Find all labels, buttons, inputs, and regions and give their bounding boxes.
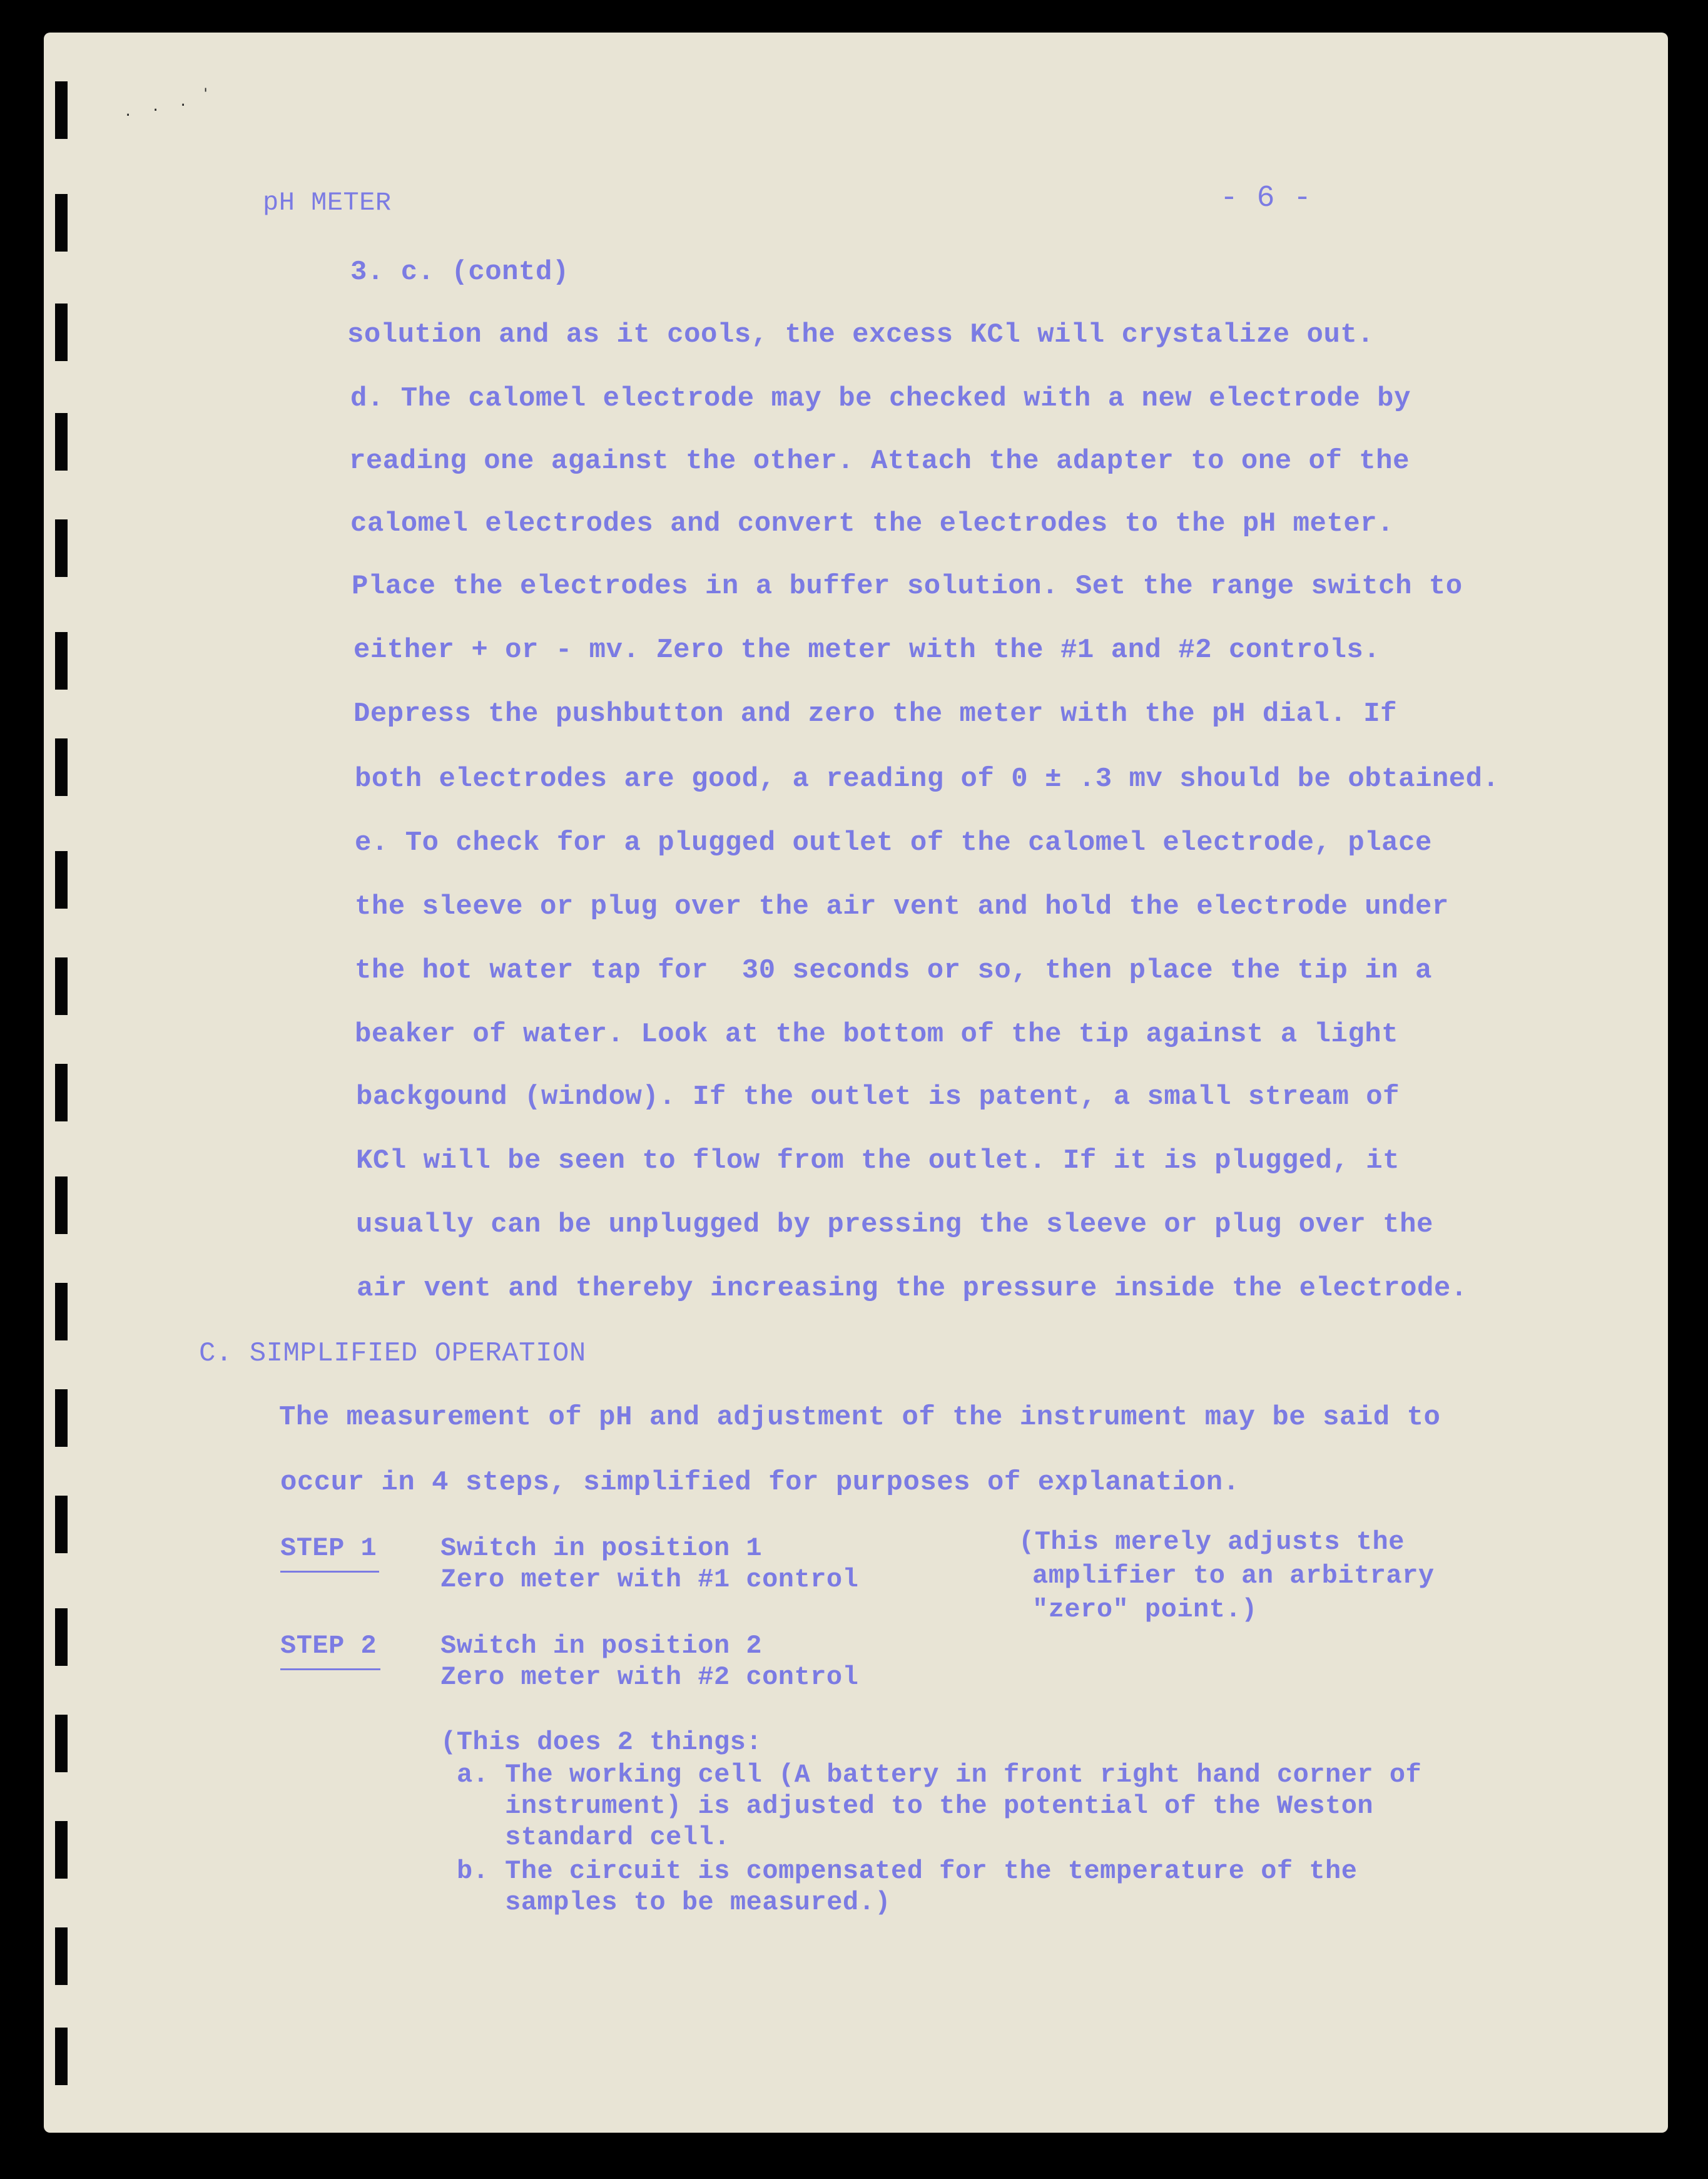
paragraph-line: d. The calomel electrode may be checked with a new electrode by bbox=[350, 383, 1411, 414]
binding-hole bbox=[55, 1927, 68, 1985]
step-note: amplifier to an arbitrary bbox=[1032, 1561, 1435, 1591]
paragraph-line: either + or - mv. Zero the meter with the #1 and #2 controls. bbox=[353, 635, 1381, 666]
intro-line: occur in 4 steps, simplified for purposes of explanation. bbox=[280, 1467, 1240, 1498]
step-detail-line: samples to be measured.) bbox=[457, 1887, 892, 1917]
section-continuation: 3. c. (contd) bbox=[350, 257, 569, 288]
step-instruction: Zero meter with #1 control bbox=[440, 1564, 859, 1595]
binding-hole bbox=[55, 413, 68, 471]
step-label: STEP 1 bbox=[280, 1533, 377, 1563]
binding-hole bbox=[55, 1496, 68, 1553]
paragraph-line: solution and as it cools, the excess KCl will crystalize out. bbox=[347, 319, 1375, 350]
step-instruction: Zero meter with #2 control bbox=[440, 1662, 859, 1692]
step-detail-line: instrument) is adjusted to the potential of the Weston bbox=[457, 1791, 1374, 1821]
binding-hole bbox=[55, 1821, 68, 1879]
paragraph-line: Depress the pushbutton and zero the meter with the pH dial. If bbox=[353, 698, 1398, 730]
binding-hole bbox=[55, 1283, 68, 1340]
paragraph-line: the sleeve or plug over the air vent and hold the electrode under bbox=[355, 891, 1449, 922]
binding-hole bbox=[55, 194, 68, 252]
paragraph-line: the hot water tap for 30 seconds or so, then place the tip in a bbox=[355, 955, 1432, 986]
step-instruction: Switch in position 1 bbox=[440, 1533, 763, 1563]
paragraph-line: calomel electrodes and convert the electrodes to the pH meter. bbox=[350, 508, 1395, 539]
paragraph-line: e. To check for a plugged outlet of the calomel electrode, place bbox=[355, 827, 1432, 859]
paragraph-line: beaker of water. Look at the bottom of the tip against a light bbox=[355, 1019, 1399, 1050]
binding-hole bbox=[55, 519, 68, 577]
binding-hole bbox=[55, 2028, 68, 2085]
binding-hole bbox=[55, 81, 68, 139]
binding-hole bbox=[55, 632, 68, 690]
section-heading: C. SIMPLIFIED OPERATION bbox=[199, 1338, 586, 1369]
paragraph-line: air vent and thereby increasing the pressure inside the electrode. bbox=[357, 1273, 1468, 1304]
paragraph-line: usually can be unplugged by pressing the sleeve or plug over the bbox=[356, 1209, 1433, 1240]
page-header-title: pH METER bbox=[263, 188, 392, 218]
paragraph-line: both electrodes are good, a reading of 0 ± .3 mv should be obtained. bbox=[355, 763, 1500, 795]
binding-hole bbox=[55, 1608, 68, 1666]
binding-hole bbox=[55, 304, 68, 361]
intro-line: The measurement of pH and adjustment of the instrument may be said to bbox=[279, 1402, 1441, 1433]
step-detail-line: b. The circuit is compensated for the temperature of the bbox=[457, 1856, 1358, 1886]
binding-hole bbox=[55, 957, 68, 1015]
paragraph-line: Place the electrodes in a buffer solution. Set the range switch to bbox=[352, 571, 1463, 602]
binding-hole bbox=[55, 738, 68, 796]
step-detail-line: a. The working cell (A battery in front right hand corner of bbox=[457, 1760, 1422, 1790]
paragraph-line: KCl will be seen to flow from the outlet. If it is plugged, it bbox=[356, 1145, 1400, 1176]
binding-hole bbox=[55, 1176, 68, 1234]
binding-hole bbox=[55, 1715, 68, 1772]
step-label: STEP 2 bbox=[280, 1631, 377, 1661]
step-detail-line: standard cell. bbox=[457, 1822, 730, 1852]
binding-hole bbox=[55, 1389, 68, 1447]
step-note: "zero" point.) bbox=[1032, 1595, 1258, 1625]
step-detail-line: (This does 2 things: bbox=[440, 1727, 763, 1757]
step-instruction: Switch in position 2 bbox=[440, 1631, 763, 1661]
binding-hole bbox=[55, 851, 68, 909]
stray-marks: · · · ' bbox=[124, 86, 210, 123]
paragraph-line: backgound (window). If the outlet is patent, a small stream of bbox=[356, 1081, 1400, 1113]
paragraph-line: reading one against the other. Attach the adapter to one of the bbox=[349, 446, 1410, 477]
step-note: (This merely adjusts the bbox=[1019, 1527, 1405, 1557]
binding-hole bbox=[55, 1064, 68, 1121]
step-label-underline bbox=[280, 1668, 380, 1670]
step-label-underline bbox=[280, 1571, 379, 1573]
page-number: - 6 - bbox=[1220, 181, 1312, 215]
